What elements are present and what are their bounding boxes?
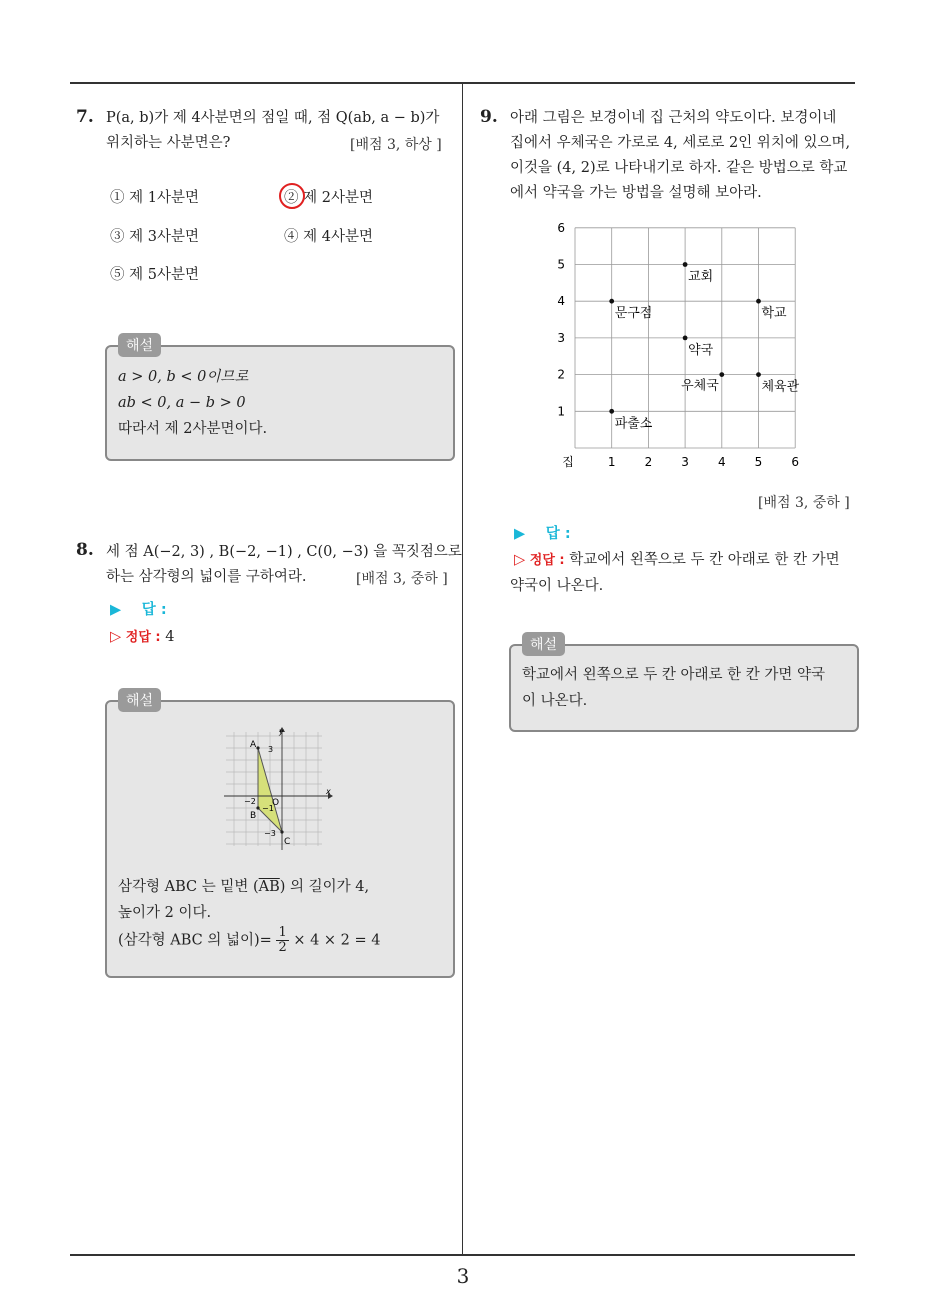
correct-answer-line2: 약국이 나온다. <box>510 578 604 594</box>
y-tick-label: 6 <box>557 220 565 235</box>
point-label: 약국 <box>688 342 714 358</box>
point-marker <box>683 336 688 341</box>
triangle-graph <box>224 726 336 850</box>
label-c: C <box>284 837 291 847</box>
y-tick-label: 5 <box>557 257 565 272</box>
choice-1[interactable]: ① 제 1사분면 <box>110 190 199 206</box>
question-number: 8. <box>76 540 94 560</box>
question-meta: [배점 3, 중하 ] <box>758 495 850 511</box>
question-text-line1: 아래 그림은 보경이네 집 근처의 약도이다. 보경이네 <box>510 110 837 126</box>
point-label: 교회 <box>688 269 714 285</box>
solution-text: 삼각형 ABC 는 밑변 ( <box>118 879 259 895</box>
point-marker <box>609 299 614 304</box>
question-number: 9. <box>480 107 498 127</box>
choice-5[interactable]: ⑤ 제 5사분면 <box>110 267 199 283</box>
point-marker <box>756 372 761 377</box>
point-label: 파출소 <box>614 416 653 432</box>
solution-line1: 학교에서 왼쪽으로 두 칸 아래로 한 칸 가면 약국 <box>522 667 826 683</box>
label-origin: O <box>272 798 280 808</box>
solution-text: (삼각형 ABC 의 넓이)= <box>118 932 272 949</box>
point-label: 문구점 <box>614 306 653 322</box>
y-tick-label: 2 <box>557 367 565 382</box>
point-marker <box>756 299 761 304</box>
correct-marker: ▷ <box>514 552 526 568</box>
neighborhood-map-chart <box>540 218 820 474</box>
origin-label: 집 <box>562 455 574 469</box>
point-marker <box>609 409 614 414</box>
x-tick-label: 5 <box>754 455 763 469</box>
question-text-line2: 위치하는 사분면은? <box>106 135 231 151</box>
column-divider <box>462 82 463 1255</box>
point-marker <box>683 262 688 267</box>
bottom-rule <box>70 1254 855 1256</box>
choice-4[interactable]: ④ 제 4사분면 <box>284 229 373 245</box>
x-tick-label: 6 <box>791 455 800 469</box>
point-label: 우체국 <box>681 378 719 394</box>
solution-tab: 해설 <box>118 333 161 357</box>
correct-label: 정답 : <box>125 630 161 645</box>
point-label: 체육관 <box>761 379 800 395</box>
question-meta: [배점 3, 중하 ] <box>356 571 448 587</box>
point-marker <box>719 372 724 377</box>
solution-line2: 이 나온다. <box>522 693 588 709</box>
solution-text: × 4 × 2 = 4 <box>293 932 381 949</box>
correct-marker: ▷ <box>110 629 122 645</box>
selected-answer-circle <box>279 183 305 209</box>
question-text-line1: 세 점 A(−2, 3) , B(−2, −1) , C(0, −3) 을 꼭짓점으로 <box>106 544 462 560</box>
question-text-line4: 에서 약국을 가는 방법을 설명해 보아라. <box>510 185 762 201</box>
solution-line1: a > 0, b < 0이므로 <box>118 369 249 385</box>
label-y: y <box>279 727 284 736</box>
answer-marker: ▶ <box>110 602 122 618</box>
x-tick-label: 1 <box>607 455 616 469</box>
question-meta: [배점 3, 하상 ] <box>350 137 442 153</box>
tick-minus3: −3 <box>264 829 276 838</box>
question-text-line2: 하는 삼각형의 넓이를 구하여라. <box>106 569 307 585</box>
correct-answer-row <box>514 548 840 569</box>
x-tick-label: 2 <box>644 455 653 469</box>
tick-minus1: −1 <box>262 804 274 813</box>
question-text-line3: 이것을 (4, 2)로 나타내기로 하자. 같은 방법으로 학교 <box>510 160 848 176</box>
answer-row <box>110 598 167 619</box>
choice-2[interactable]: ② 제 2사분면 <box>284 190 373 206</box>
answer-row <box>514 522 571 543</box>
solution-line1 <box>118 874 369 901</box>
correct-label: 정답 : <box>529 553 565 568</box>
tick-minus2: −2 <box>244 797 256 806</box>
answer-label: 답 : <box>545 526 571 542</box>
solution-line2: 높이가 2 이다. <box>118 905 212 921</box>
correct-answer-row <box>110 626 174 645</box>
solution-tab: 해설 <box>118 688 161 712</box>
correct-value: 4 <box>165 629 175 645</box>
fraction-numerator: 1 <box>278 925 287 940</box>
answer-label: 답 : <box>141 602 167 618</box>
x-tick-label: 4 <box>717 455 726 469</box>
tick-3: 3 <box>268 745 274 754</box>
y-tick-label: 3 <box>557 330 565 345</box>
y-tick-label: 4 <box>557 294 565 309</box>
question-number: 7. <box>76 107 94 127</box>
label-a: A <box>250 740 257 750</box>
label-b: B <box>250 811 257 821</box>
solution-line3 <box>118 926 381 955</box>
segment-ab: $\overline{AB}$ <box>258 879 280 895</box>
answer-marker: ▶ <box>514 526 526 542</box>
fraction-denominator: 2 <box>278 940 287 955</box>
solution-tab: 해설 <box>522 632 565 656</box>
page-number: 3 <box>456 1264 470 1288</box>
x-tick-label: 3 <box>681 455 689 469</box>
solution-line3: 따라서 제 2사분면이다. <box>118 421 268 437</box>
question-text-line2: 집에서 우체국은 가로로 4, 세로로 2인 위치에 있으며, <box>510 135 851 151</box>
point-label: 학교 <box>761 306 787 322</box>
y-tick-label: 1 <box>557 404 565 419</box>
question-text-line1: P(a, b)가 제 4사분면의 점일 때, 점 Q(ab, a − b)가 <box>106 110 440 126</box>
fraction <box>276 926 288 955</box>
choice-3[interactable]: ③ 제 3사분면 <box>110 229 199 245</box>
correct-value: 학교에서 왼쪽으로 두 칸 아래로 한 칸 가면 <box>569 552 840 568</box>
solution-line2: ab < 0, a − b > 0 <box>118 395 246 411</box>
label-x: x <box>326 787 331 796</box>
solution-text: ) 의 길이가 4, <box>279 879 370 895</box>
